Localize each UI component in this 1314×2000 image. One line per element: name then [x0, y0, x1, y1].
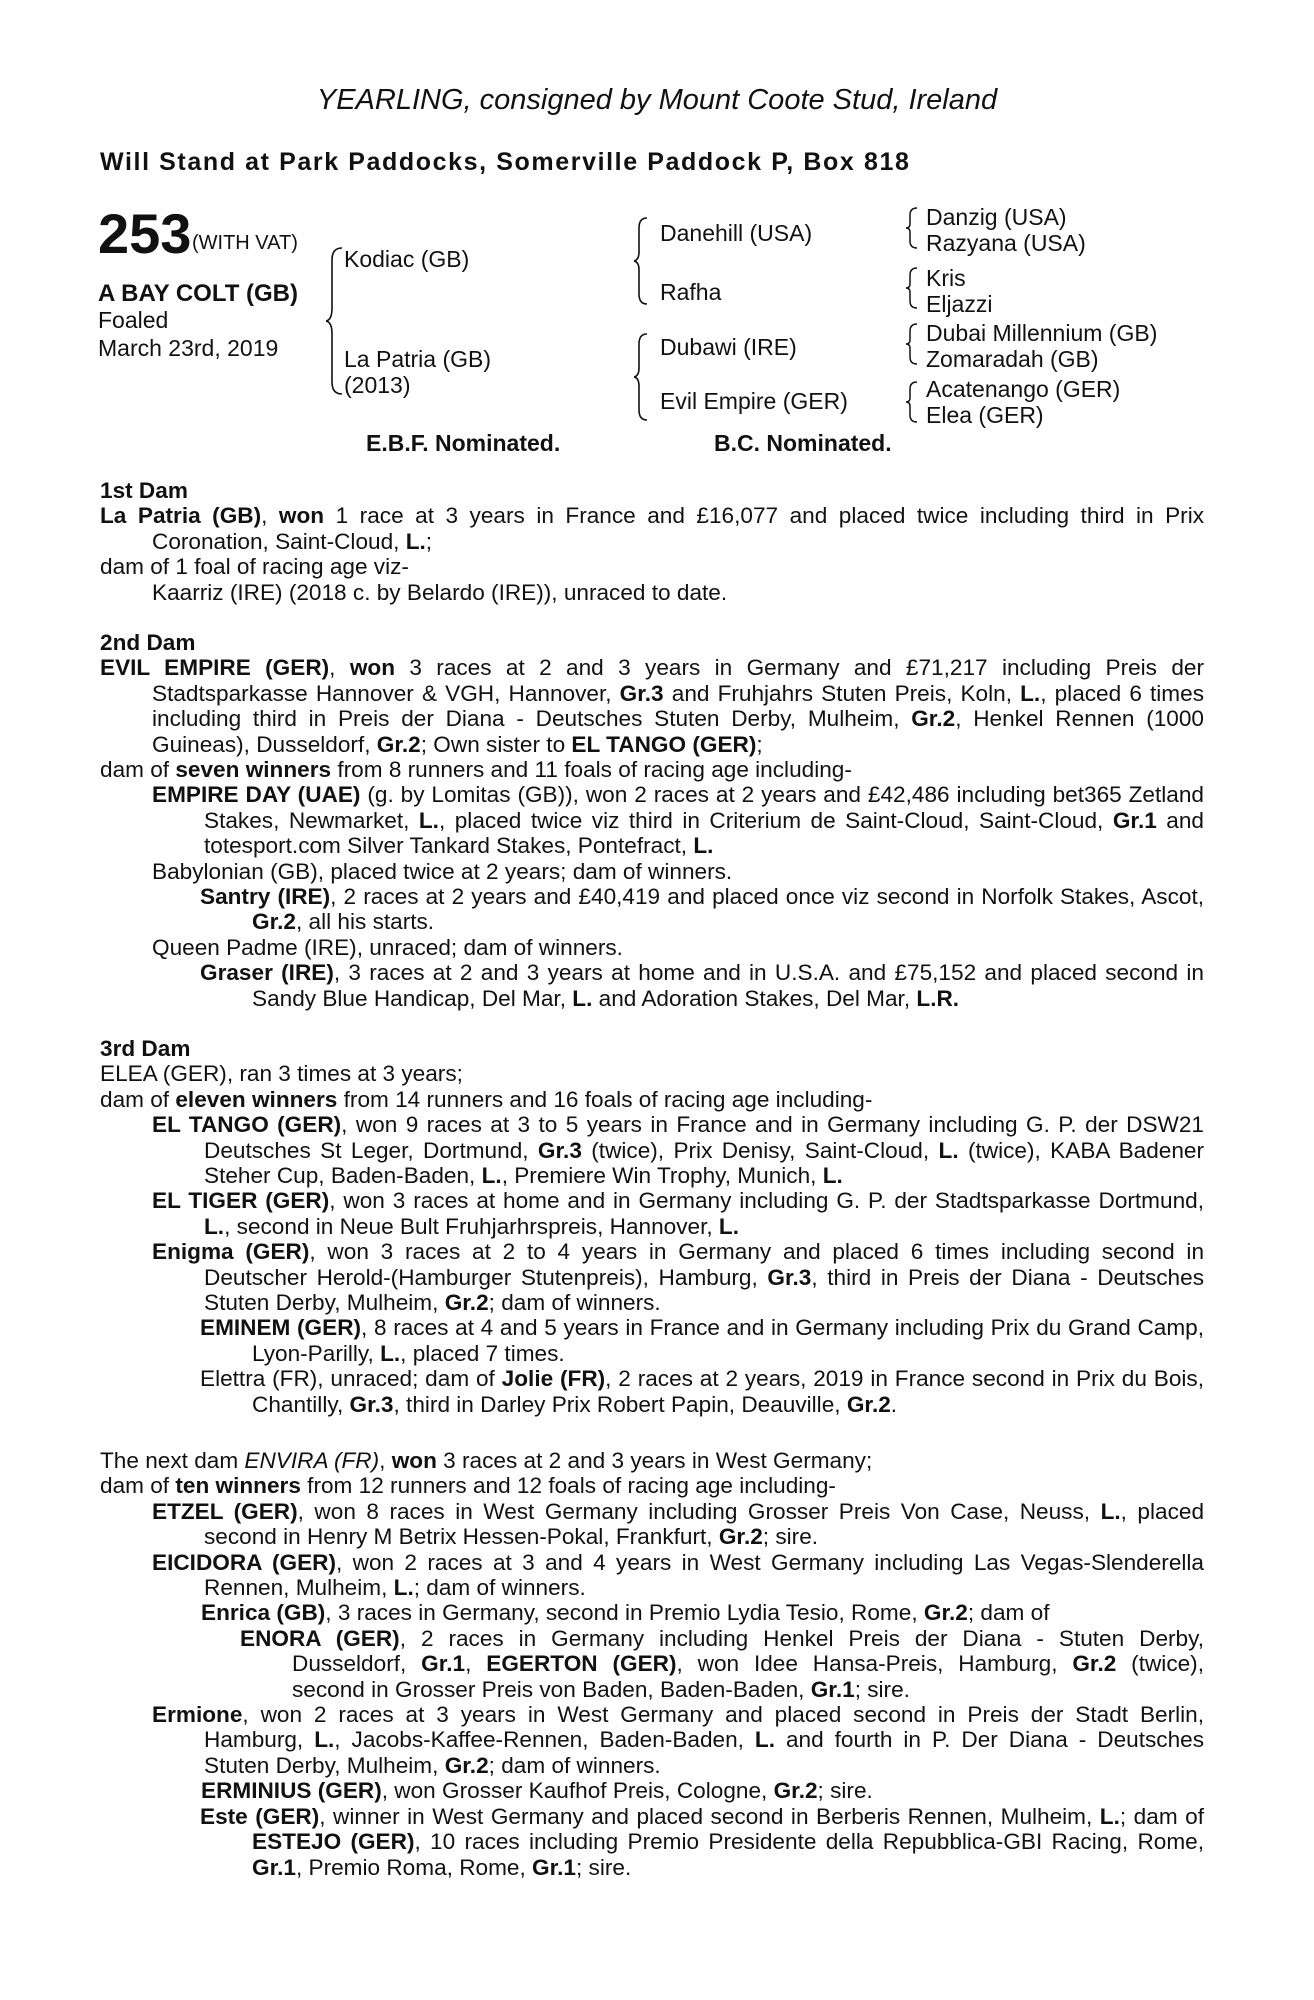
first-dam-produce-intro: dam of 1 foal of racing age viz- [100, 554, 409, 580]
next-dam-produce-3: Enrica (GB), 3 races in Germany, second in Premio Lydia Tesio, Rome, Gr.2; dam of [201, 1600, 1050, 1626]
brace-sd [906, 266, 920, 310]
pedigree-dam: La Patria (GB) [344, 346, 491, 372]
second-dam-produce-5: Graser (IRE), 3 races at 2 and 3 years at home and in U.S.A. and £75,152 and placed second in Sandy Blue Handicap, Del Mar, L. and Adoration Stakes, Del Mar, L.R. [200, 960, 1204, 1011]
first-dam-record: La Patria (GB), won 1 race at 3 years in France and £16,077 and placed twice including third in Prix Coronation, Saint-Cloud, L.; [100, 503, 1205, 554]
first-dam-name: La Patria (GB) [100, 503, 262, 529]
third-dam-produce-1: EL TANGO (GER), won 9 races at 3 to 5 years in France and in Germany including G. P. der DSW21 Deutsches St Leger, Dortmund, Gr.3 (twice), Prix Denisy, Saint-Cloud, L. (twice), KABA Badener Steher Cup, Baden-Baden, L., Premiere Win Trophy, Munich, L. [152, 1112, 1205, 1189]
vat-note: (WITH VAT) [192, 232, 298, 254]
next-dam-produce-6: ERMINIUS (GER), won Grosser Kaufhof Preis, Cologne, Gr.2; sire. [201, 1778, 873, 1804]
section-third-dam [100, 1036, 1204, 1417]
third-dam-produce-4: EMINEM (GER), 8 races at 4 and 5 years in France and in Germany including Prix du Grand Camp, Lyon-Parilly, L., placed 7 times. [200, 1315, 1204, 1366]
horse-description: A BAY COLT (GB) [98, 280, 299, 307]
pedigree-ddd: Elea (GER) [926, 402, 1044, 428]
bc-nominated: B.C. Nominated. [714, 430, 892, 456]
second-dam-produce-intro: dam of seven winners from 8 runners and 11 foals of racing age including- [100, 757, 852, 783]
second-dam-produce-4: Queen Padme (IRE), unraced; dam of winners. [152, 934, 623, 960]
foaled-label: Foaled [98, 307, 169, 333]
next-dam-produce-intro: dam of ten winners from 12 runners and 12 foals of racing age including- [100, 1473, 836, 1499]
pedigree-sds: Kris [926, 265, 966, 291]
foaled-date: March 23rd, 2019 [98, 335, 279, 361]
pedigree-sire-sire: Danehill (USA) [660, 220, 813, 246]
section-first-dam [100, 478, 1204, 605]
pedigree-dsd: Zomaradah (GB) [926, 346, 1099, 372]
next-dam-produce-4: ENORA (GER), 2 races in Germany including Henkel Preis der Diana - Stuten Derby, Dusseldorf, Gr.1, EGERTON (GER), won Idee Hansa-Preis, Hamburg, Gr.2 (twice), second in Grosser Preis von Baden, Baden-Baden, Gr.1; sire. [240, 1625, 1205, 1702]
next-dam-produce-1: ETZEL (GER), won 8 races in West Germany including Grosser Preis Von Case, Neuss, L., placed second in Henry M Betrix Hessen-Pokal, Frankfurt, Gr.2; sire. [152, 1498, 1205, 1550]
section-next-dam [100, 1448, 1204, 1880]
brace-dd [906, 380, 920, 424]
pedigree-sss: Danzig (USA) [926, 204, 1067, 230]
pedigree-ssd: Razyana (USA) [926, 230, 1086, 256]
pedigree-sire: Kodiac (GB) [344, 246, 470, 272]
second-dam-heading: 2nd Dam [100, 630, 196, 655]
brace-dam [634, 332, 650, 422]
third-dam-produce-3: Enigma (GER), won 3 races at 2 to 4 years in Germany and placed 6 times including second in Deutscher Herold-(Hamburger Stutenpreis), Hamburg, Gr.3, third in Preis der Diana - Deutsches Stuten Derby, Mulheim, Gr.2; dam of winners. [152, 1239, 1205, 1316]
lot-number: 253 [98, 202, 192, 265]
second-dam-name: EVIL EMPIRE (GER) [100, 655, 330, 681]
second-dam-produce-1: EMPIRE DAY (UAE) (g. by Lomitas (GB)), won 2 races at 2 years and £42,486 including bet365 Zetland Stakes, Newmarket, L., placed twice viz third in Criterium de Saint-Cloud, Saint-Cloud, Gr.1 and totesport.com Silver Tankard Stakes, Pontefract, L. [152, 782, 1204, 859]
second-dam-produce-3: Santry (IRE), 2 races at 2 years and £40,419 and placed once viz second in Norfolk Stakes, Ascot, Gr.2, all his starts. [200, 884, 1204, 935]
pedigree-sdd: Eljazzi [926, 291, 993, 317]
pedigree-dss: Dubai Millennium (GB) [926, 320, 1158, 346]
brace-sire-dam [326, 246, 346, 396]
brace-ss [906, 206, 920, 250]
third-dam-produce-intro: dam of eleven winners from 14 runners and 16 foals of racing age including- [100, 1086, 873, 1112]
pedigree-dam-dam: Evil Empire (GER) [660, 388, 848, 414]
next-dam-record: The next dam ENVIRA (FR), won 3 races at 2 and 3 years in West Germany; [100, 1448, 873, 1473]
next-dam-produce-2: EICIDORA (GER), won 2 races at 3 and 4 years in West Germany including Las Vegas-Slenderella Rennen, Mulheim, L.; dam of winners. [152, 1549, 1204, 1601]
pedigree-sire-dam: Rafha [660, 279, 722, 305]
next-dam-produce-7: Este (GER), winner in West Germany and placed second in Berberis Rennen, Mulheim, L.; dam of ESTEJO (GER), 10 races including Premio Presidente della Repubblica-GBI Racing, Rome, Gr.1, Premio Roma, Rome, Gr.1; sire. [200, 1803, 1205, 1880]
foaled-info [98, 306, 278, 362]
third-dam-produce-5: Elettra (FR), unraced; dam of Jolie (FR), 2 races at 2 years, 2019 in France second in Prix du Bois, Chantilly, Gr.3, third in Darley Prix Robert Papin, Deauville, Gr.2. [200, 1366, 1204, 1417]
brace-ds [906, 322, 920, 366]
second-dam-produce-2: Babylonian (GB), placed twice at 2 years; dam of winners. [152, 858, 733, 884]
next-dam-produce-5: Ermione, won 2 races at 3 years in West Germany and placed second in Preis der Stadt Berlin, Hamburg, L., Jacobs-Kaffee-Rennen, Baden-Baden, L. and fourth in P. Der Diana - Deutsches Stuten Derby, Mulheim, Gr.2; dam of winners. [152, 1702, 1205, 1778]
third-dam-heading: 3rd Dam [100, 1036, 191, 1061]
ebf-nominated: E.B.F. Nominated. [366, 430, 561, 456]
brace-sire [634, 216, 650, 306]
pedigree-dam-year: (2013) [344, 372, 411, 398]
consignor-line: YEARLING, consigned by Mount Coote Stud, Ireland [316, 84, 998, 116]
pedigree-dam-sire: Dubawi (IRE) [660, 334, 797, 360]
third-dam-produce-2: EL TIGER (GER), won 3 races at home and in Germany including G. P. der Stadtsparkasse Dortmund, L., second in Neue Bult Fruhjarhrspreis, Hannover, L. [152, 1188, 1204, 1239]
section-second-dam [100, 630, 1204, 1011]
first-dam-heading: 1st Dam [100, 478, 188, 503]
second-dam-record: EVIL EMPIRE (GER), won 3 races at 2 and 3 years in Germany and £71,217 including Preis der Stadtsparkasse Hannover & VGH, Hannover, Gr.3 and Fruhjahrs Stuten Preis, Koln, L., placed 6 times including third in Preis der Diana - Deutsches Stuten Derby, Mulheim, Gr.2, Henkel Rennen (1000 Guineas), Dusseldorf, Gr.2; Own sister to EL TANGO (GER); [100, 655, 1204, 757]
third-dam-record: ELEA (GER), ran 3 times at 3 years; [100, 1061, 463, 1087]
pedigree-dds: Acatenango (GER) [926, 376, 1121, 402]
first-dam-foal: Kaarriz (IRE) (2018 c. by Belardo (IRE)), unraced to date. [152, 579, 728, 605]
stabling-line: Will Stand at Park Paddocks, Somerville Paddock P, Box 818 [100, 148, 911, 176]
